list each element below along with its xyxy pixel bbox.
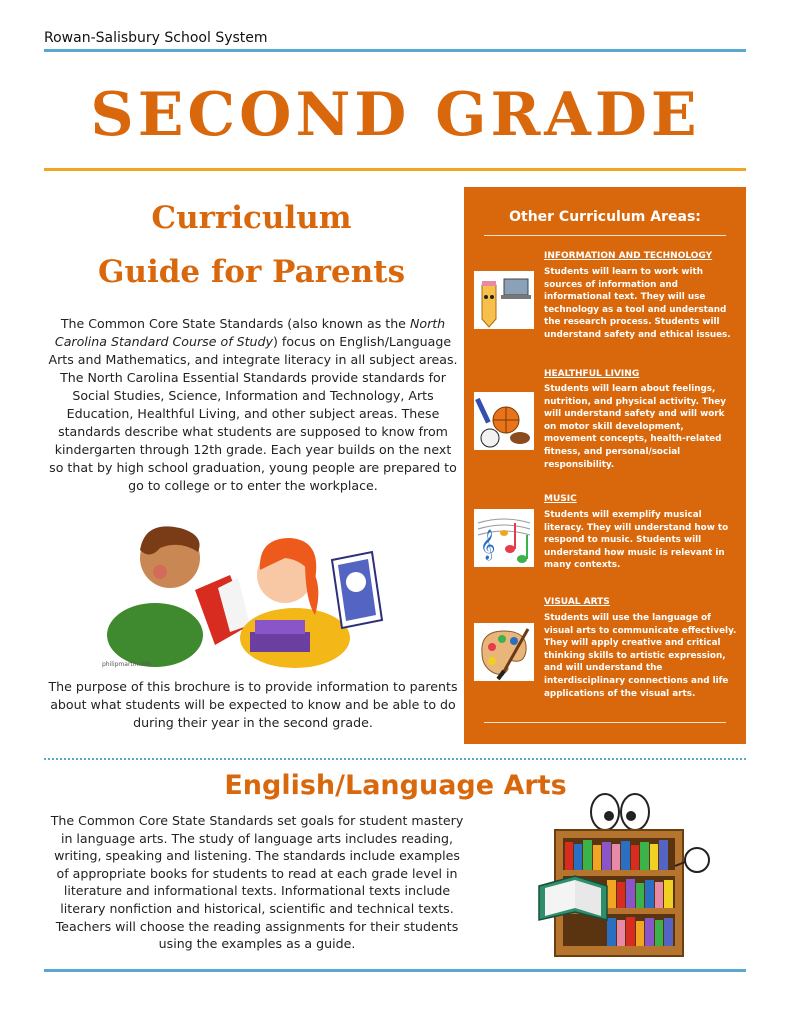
computer-pencil-icon [474,271,534,329]
bookshelf-illustration [535,790,715,960]
children-reading-illustration [100,520,400,670]
curriculum-heading-line2: Guide for Parents [97,254,406,290]
sidebar-heading: Other Curriculum Areas: [509,209,701,225]
intro-text-start: The Common Core State Standards (also known as the [60,316,410,331]
section-title-info-tech: INFORMATION AND TECHNOLOGY [544,251,713,261]
other-curriculum-sidebar [464,187,746,744]
title-rule [44,168,746,171]
section-text-info-tech: Students will learn to work with sources of information and informational text. They will use technology as a tool and understand the research process. Students will understand safety and ethical issues. [544,267,731,340]
intro-text-end: ) focus on English/Language Arts and Mathematics, and integrate literacy in all subject areas. The North Carolina Essential Standards provide standards for Social Studies, Science, Information and Technology, Arts Education, Healthful Living, and other subject areas. These standards describe what students are supposed to know from kindergarten through 12th grade. Each year builds on the next so that by high school graduation, young people are prepared to go to college or to enter the workplace. [48,334,458,493]
paint-palette-icon [474,623,534,681]
ela-heading: English/Language Arts [224,770,567,801]
svg-text:𝄞: 𝄞 [480,530,496,560]
intro-paragraph [48,315,458,495]
section-title-healthful-living: HEALTHFUL LIVING [544,369,640,379]
curriculum-heading-line1: Curriculum [151,200,352,236]
sports-balls-icon [474,392,534,450]
intro-italic-title: North Carolina Standard Course of Study [54,316,446,349]
page-title: SECOND GRADE [90,80,701,150]
section-title-visual-arts: VISUAL ARTS [544,597,610,607]
ela-paragraph: The Common Core State Standards set goals for student mastery in language arts. The study of language arts includes reading, writing, speaking and listening. The standards include examples of appropriate books for students to read at each grade level in literature and informational texts. Informational texts include literary nonfiction and historical, scientific and technical texts. Teachers will choose the reading assignments for their students using the examples as a guide. [50,813,464,952]
top-rule [44,49,746,52]
section-text-visual-arts: Students will use the language of visual arts to communicate effectively. They will apply creative and critical thinking skills to artistic expression, and will understand the interdisciplinary connections and life applications of the visual arts. [544,613,737,699]
music-notes-icon [474,509,534,567]
sidebar-top-rule [484,235,726,236]
section-text-music: Students will exemplify musical literacy. They will understand how to respond to music. Students will understand how music is relevant in many contexts. [544,510,729,571]
section-title-music: MUSIC [544,494,577,504]
section-text-healthful-living: Students will learn about feelings, nutrition, and physical activity. They will understand safety and will work on motor skill development, movement concepts, health-related fitness, and personal/social responsibility. [544,384,726,470]
school-system-name: Rowan-Salisbury School System [44,30,268,46]
bottom-rule [44,969,746,972]
purpose-paragraph: The purpose of this brochure is to provide information to parents about what students will be expected to know and be able to do during their year in the second grade. [48,679,458,730]
sidebar-bottom-rule [484,722,726,723]
dotted-separator [44,758,746,760]
image-credit: philipmartin.info [102,661,152,668]
